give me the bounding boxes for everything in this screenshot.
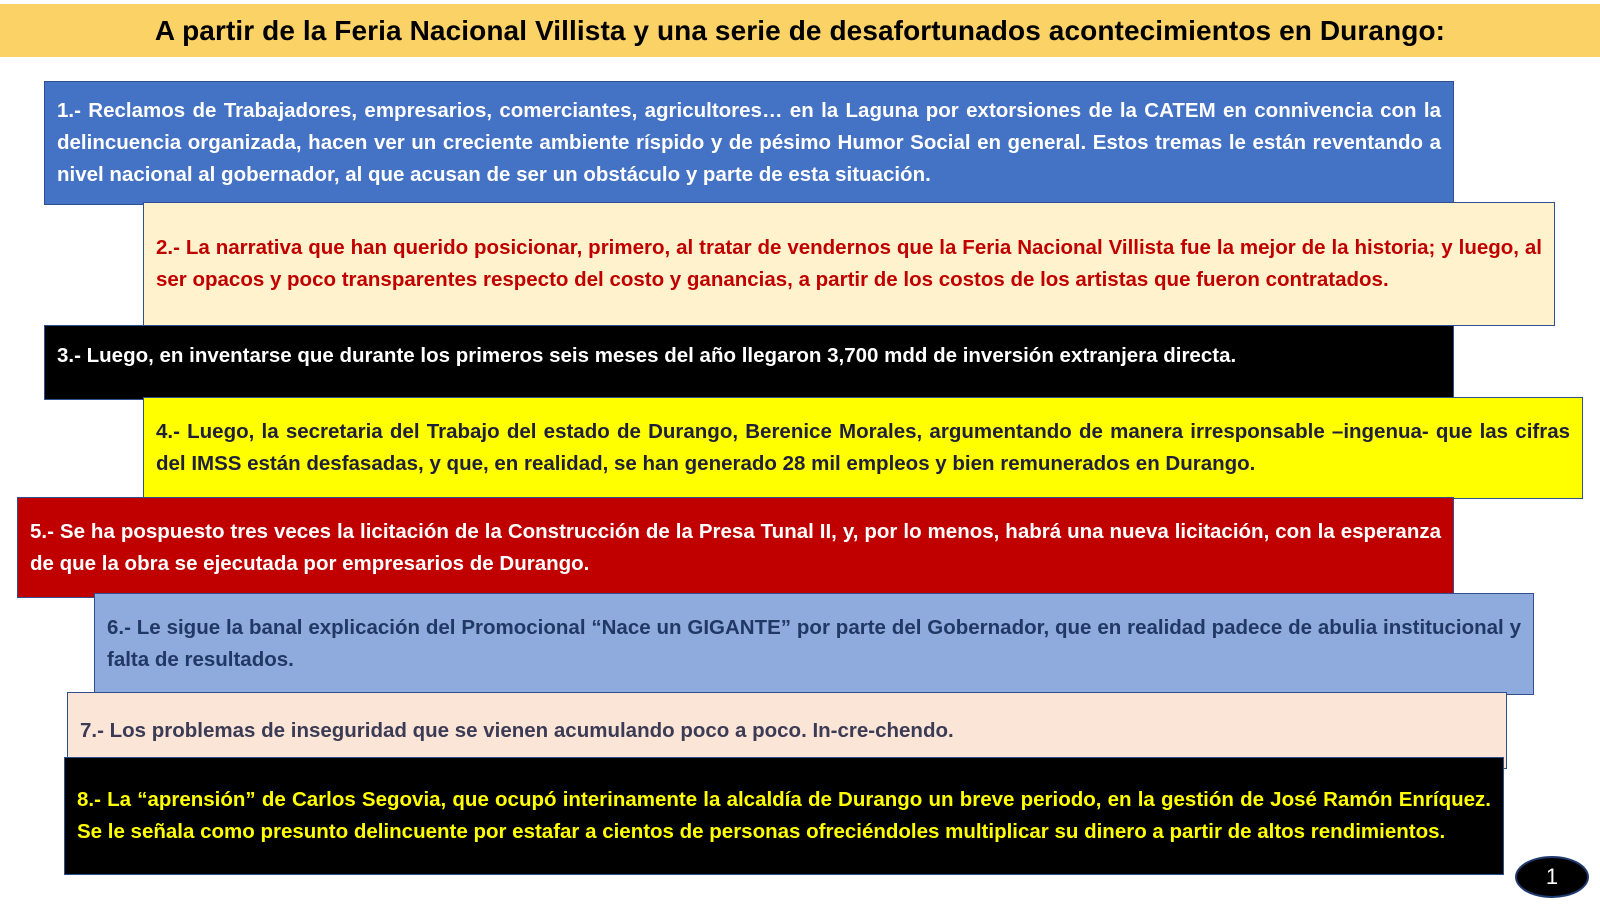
item-card-4: [143, 397, 1583, 499]
page-number-badge: 1: [1515, 856, 1589, 898]
item-text-1: 1.- Reclamos de Trabajadores, empresarios, comerciantes, agricultores… en la Laguna por extorsiones de la CATEM en connivencia con la delincuencia organizada, hacen ver un creciente ambiente ríspido y de pésimo Humor Social en general. Estos tremas le están reventando a nivel nacional al gobernador, al que acusan de ser un obstáculo y parte de esta situación.: [57, 99, 1441, 186]
item-card-5: [17, 497, 1454, 598]
item-text-5: 5.- Se ha pospuesto tres veces la licitación de la Construcción de la Presa Tunal II, y, por lo menos, habrá una nueva licitación, con la esperanza de que la obra se ejecutada por empresarios de Durango.: [30, 520, 1441, 575]
title-bar: [0, 4, 1600, 57]
item-text-3: 3.- Luego, en inventarse que durante los primeros seis meses del año llegaron 3,700 mdd de inversión extranjera directa.: [57, 344, 1237, 367]
item-card-2: [143, 202, 1555, 326]
item-card-6: [94, 593, 1534, 695]
item-card-8: [64, 757, 1504, 875]
item-text-2: 2.- La narrativa que han querido posicionar, primero, al tratar de vendernos que la Feria Nacional Villista fue la mejor de la historia; y luego, al ser opacos y poco transparentes respecto del costo y ganancias, a partir de los costos de los artistas que fueron contratados.: [156, 236, 1542, 291]
item-text-4: 4.- Luego, la secretaria del Trabajo del estado de Durango, Berenice Morales, argumentando de manera irresponsable –ingenua- que las cifras del IMSS están desfasadas, y que, en realidad, se han generado 28 mil empleos y bien remunerados en Durango.: [156, 420, 1570, 475]
item-text-8: 8.- La “aprensión” de Carlos Segovia, que ocupó interinamente la alcaldía de Durango un breve periodo, en la gestión de José Ramón Enríquez. Se le señala como presunto delincuente por estafar a cientos de personas ofreciéndoles multiplicar su dinero a partir de altos rendimientos.: [77, 788, 1491, 843]
slide-title: A partir de la Feria Nacional Villista y una serie de desafortunados acontecimientos en Durango:: [154, 14, 1446, 46]
item-text-7: 7.- Los problemas de inseguridad que se vienen acumulando poco a poco. In-cre-chendo.: [80, 719, 954, 742]
item-card-3: [44, 325, 1454, 400]
item-card-1: [44, 81, 1454, 205]
item-text-6: 6.- Le sigue la banal explicación del Promocional “Nace un GIGANTE” por parte del Gobernador, que en realidad padece de abulia institucional y falta de resultados.: [107, 616, 1521, 671]
